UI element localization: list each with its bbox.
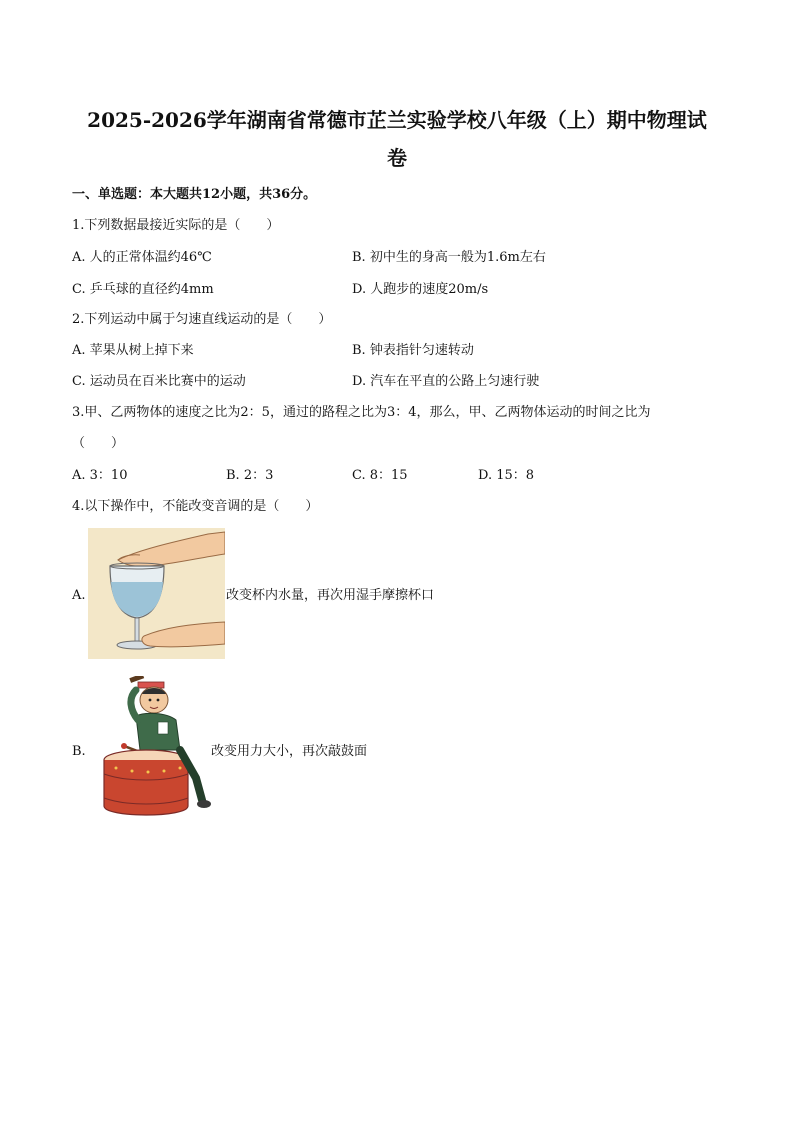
question-2-stem: 2.下列运动中属于匀速直线运动的是（ ） <box>72 312 332 327</box>
question-1-option-b: B. 初中生的身高一般为1.6m左右 <box>352 250 546 265</box>
question-1-option-c: C. 乒乓球的直径约4mm <box>72 282 214 297</box>
question-3-option-b: B. 2：3 <box>226 468 274 483</box>
question-2-option-c: C. 运动员在百米比赛中的运动 <box>72 374 246 389</box>
question-4-option-b-text: 改变用力大小，再次敲鼓面 <box>211 744 368 759</box>
section-heading: 一、单选题：本大题共12小题，共36分。 <box>72 187 317 202</box>
question-4-option-a-text: 改变杯内水量，再次用湿手摩擦杯口 <box>226 588 435 603</box>
question-3-option-a: A. 3：10 <box>72 468 128 483</box>
question-2-option-a: A. 苹果从树上掉下来 <box>72 343 194 358</box>
question-1-option-d: D. 人跑步的速度20m/s <box>352 282 489 297</box>
question-3-stem-line-1: 3.甲、乙两物体的速度之比为2：5，通过的路程之比为3：4，那么，甲、乙两物体运动的时间之比为 <box>72 405 651 420</box>
exam-title-line-1: 2025-2026学年湖南省常德市芷兰实验学校八年级（上）期中物理试 <box>87 108 707 132</box>
question-2-option-b: B. 钟表指针匀速转动 <box>352 343 474 358</box>
question-1-stem: 1.下列数据最接近实际的是（ ） <box>72 218 280 233</box>
exam-title-line-2: 卷 <box>387 146 407 170</box>
question-4-option-b-label: B. <box>72 744 86 759</box>
question-3-option-c: C. 8：15 <box>352 468 408 483</box>
question-3-option-d: D. 15：8 <box>478 468 535 483</box>
wine-glass-figure <box>88 528 225 659</box>
drum-figure <box>96 676 211 826</box>
question-2-option-d: D. 汽车在平直的公路上匀速行驶 <box>352 374 540 389</box>
question-3-stem-line-2: （ ） <box>72 436 125 451</box>
question-4-stem: 4.以下操作中，不能改变音调的是（ ） <box>72 499 319 514</box>
question-4-option-a-label: A. <box>72 588 86 603</box>
question-1-option-a: A. 人的正常体温约46℃ <box>72 250 212 265</box>
